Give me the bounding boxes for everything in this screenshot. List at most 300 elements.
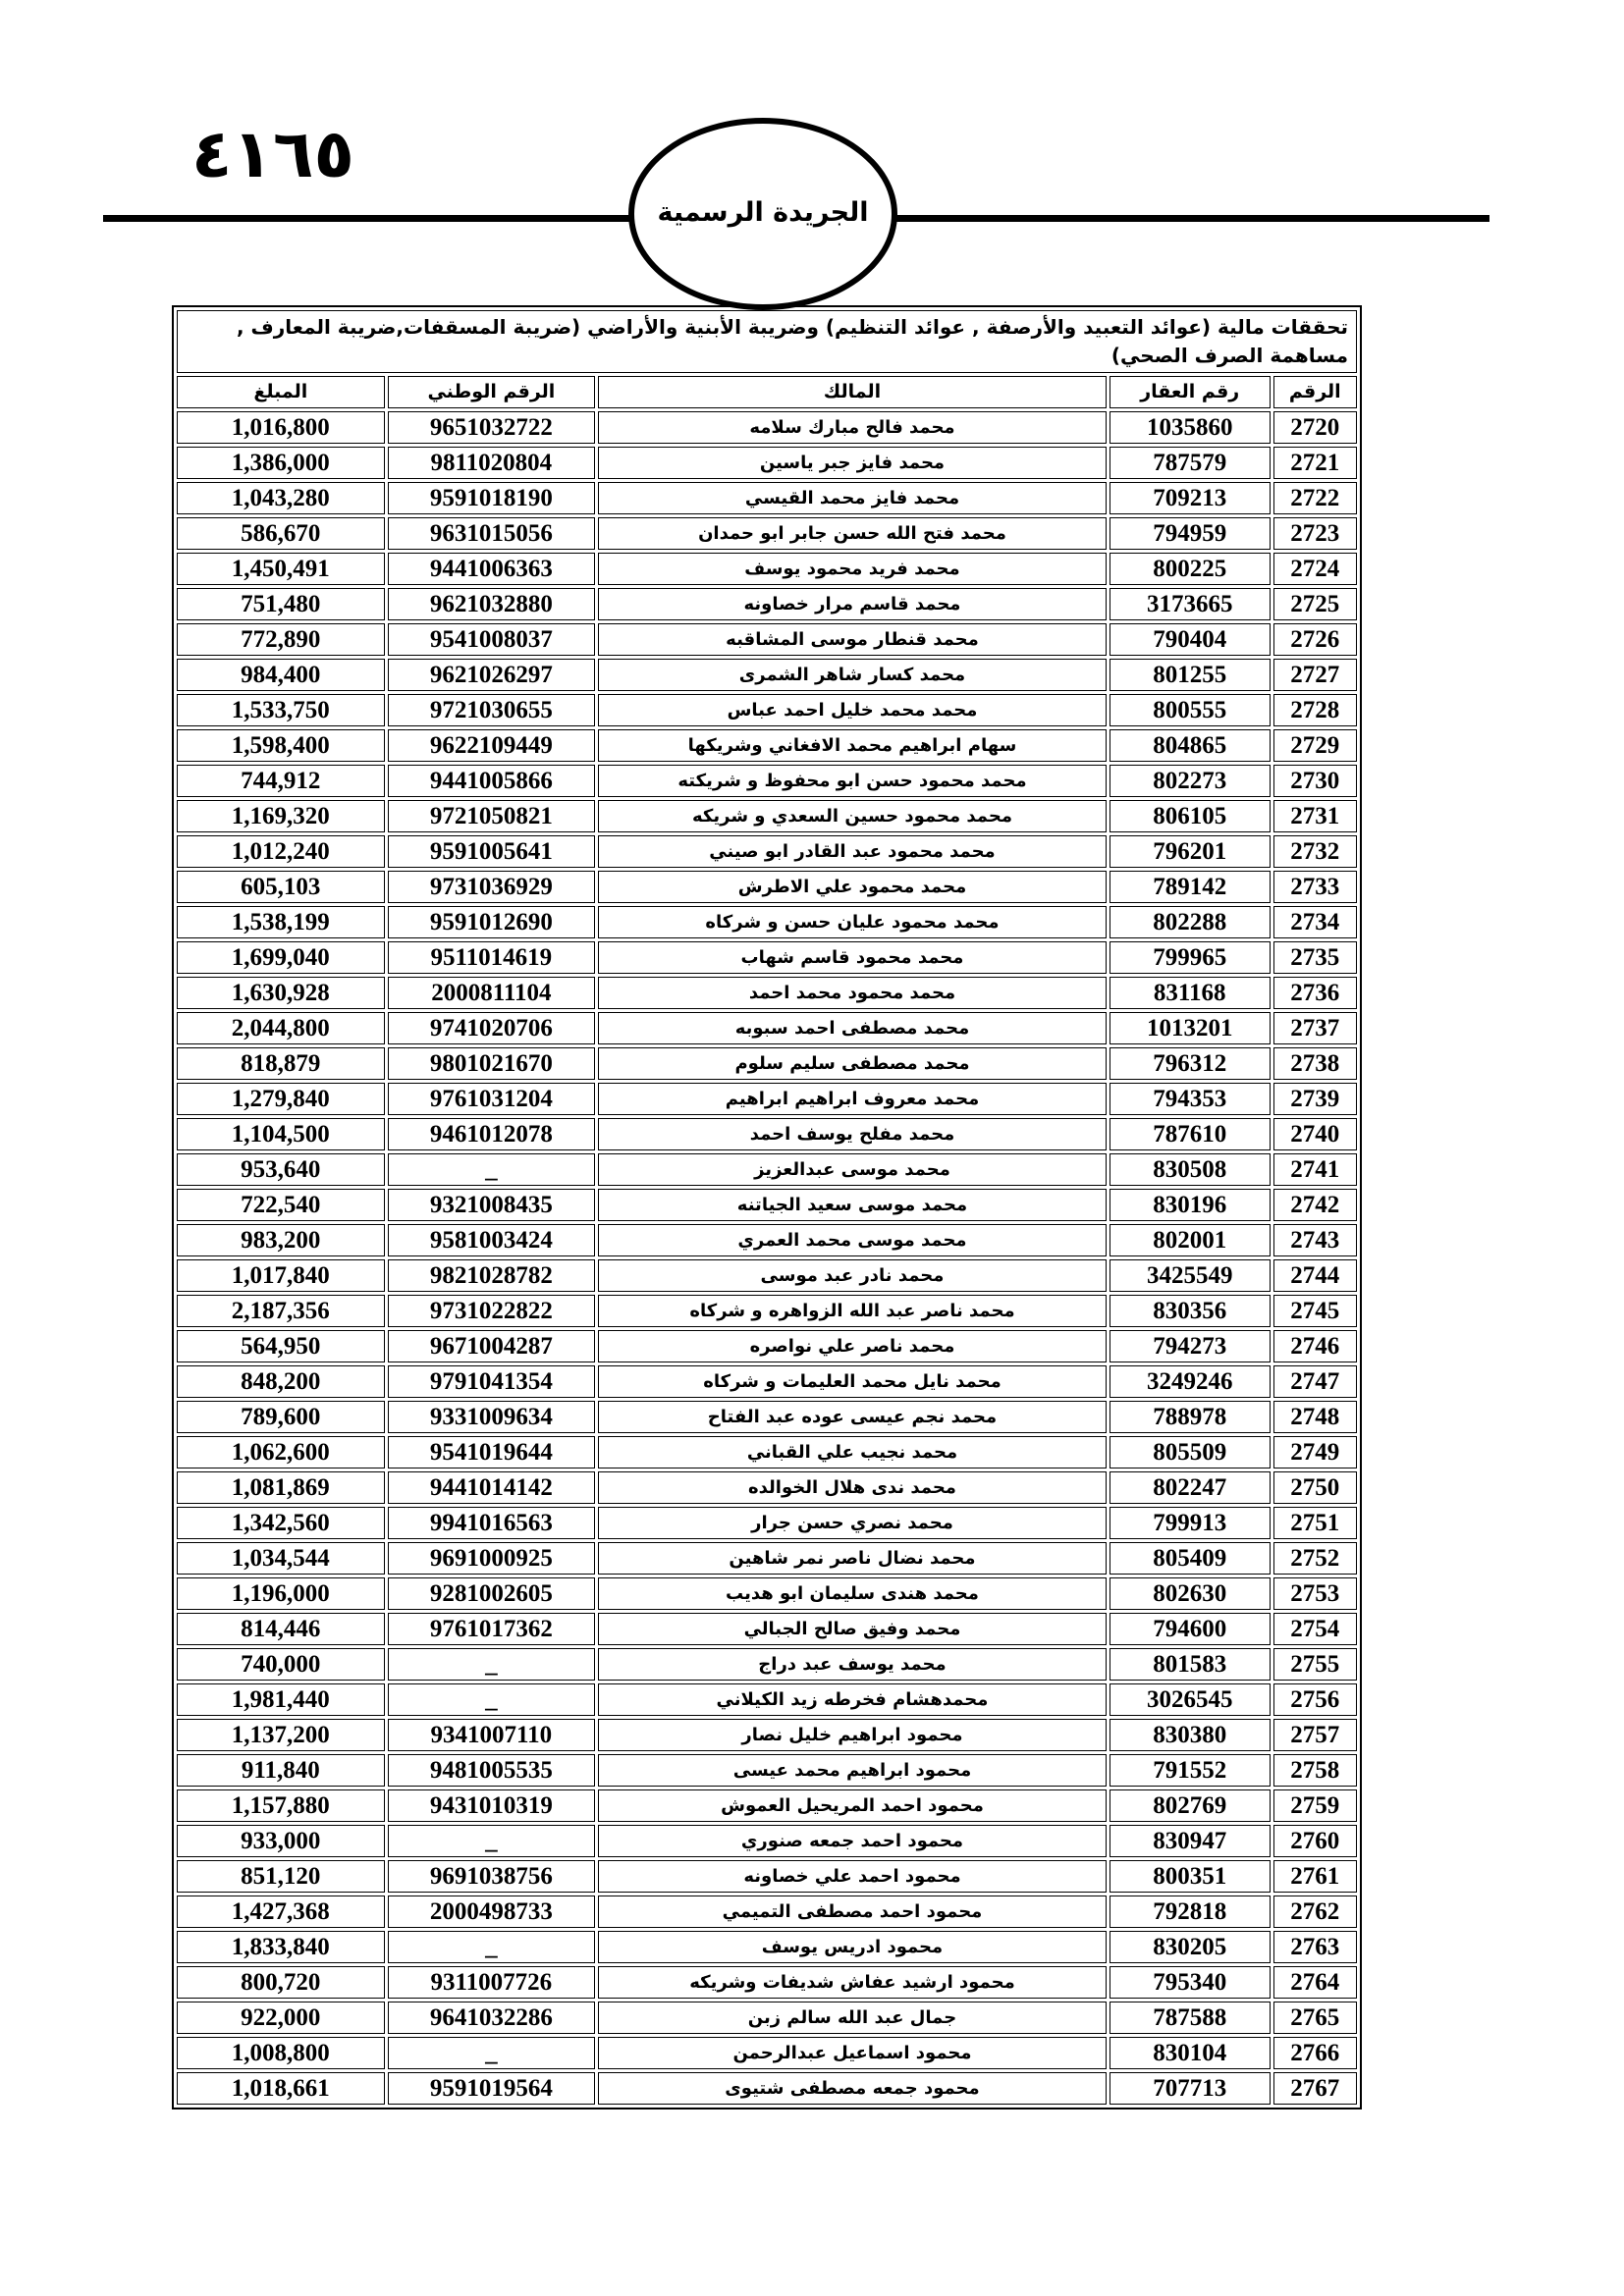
owner-name: محمد نجم عيسى عوده عبد الفتاح	[598, 1401, 1107, 1433]
row-number: 2725	[1273, 588, 1357, 620]
row-number: 2736	[1273, 977, 1357, 1009]
national-id: 9791041354	[388, 1365, 596, 1398]
owner-name: محمد فريد محمود يوسف	[598, 553, 1107, 585]
national-id: 9591005641	[388, 835, 596, 868]
table-row	[177, 1966, 1357, 1999]
amount: 1,018,661	[177, 2072, 385, 2105]
amount: 1,630,928	[177, 977, 385, 1009]
property-number: 830196	[1110, 1189, 1271, 1221]
table-row	[177, 1896, 1357, 1928]
national-id: 9691000925	[388, 1542, 596, 1575]
owner-name: محمد محمود حسن ابو محفوظ و شريكته	[598, 765, 1107, 797]
amount: 751,480	[177, 588, 385, 620]
national-id: 9821028782	[388, 1259, 596, 1292]
amount: 789,600	[177, 1401, 385, 1433]
property-number: 3249246	[1110, 1365, 1271, 1398]
row-number: 2757	[1273, 1719, 1357, 1751]
national-id: 9622109449	[388, 729, 596, 762]
owner-name: محمد مصطفى سليم سلوم	[598, 1047, 1107, 1080]
property-number: 802288	[1110, 906, 1271, 938]
table-row	[177, 1118, 1357, 1150]
amount: 1,062,600	[177, 1436, 385, 1468]
amount: 1,008,800	[177, 2037, 385, 2069]
national-id: 9731022822	[388, 1295, 596, 1327]
amount: 1,538,199	[177, 906, 385, 938]
table-row	[177, 1189, 1357, 1221]
row-number: 2745	[1273, 1295, 1357, 1327]
table-row	[177, 623, 1357, 656]
row-number: 2720	[1273, 411, 1357, 444]
property-number: 831168	[1110, 977, 1271, 1009]
table-row	[177, 1012, 1357, 1044]
amount: 818,879	[177, 1047, 385, 1080]
national-id: 9461012078	[388, 1118, 596, 1150]
national-id: 9441014142	[388, 1471, 596, 1504]
row-number: 2749	[1273, 1436, 1357, 1468]
property-number: 791552	[1110, 1754, 1271, 1787]
row-number: 2761	[1273, 1860, 1357, 1893]
national-id: 9591019564	[388, 2072, 596, 2105]
amount: 953,640	[177, 1153, 385, 1186]
table-row	[177, 1719, 1357, 1751]
owner-name: محمد ناصر علي نواصره	[598, 1330, 1107, 1362]
amount: 1,833,840	[177, 1931, 385, 1963]
amount: 722,540	[177, 1189, 385, 1221]
table-row	[177, 977, 1357, 1009]
amount: 1,427,368	[177, 1896, 385, 1928]
national-id: 9541008037	[388, 623, 596, 656]
table-title: تحققات مالية (عوائد التعبيد والأرصفة , عوائد التنظيم) وضريبة الأبنية والأراضي (ضريبة المسقفات,ضريبة المعارف , مساهمة الصرف الصحي)	[177, 310, 1357, 373]
property-number: 830508	[1110, 1153, 1271, 1186]
owner-name: محمد يوسف عبد دراج	[598, 1648, 1107, 1681]
amount: 800,720	[177, 1966, 385, 1999]
row-number: 2723	[1273, 517, 1357, 550]
national-id: 2000498733	[388, 1896, 596, 1928]
row-number: 2742	[1273, 1189, 1357, 1221]
table-row	[177, 1047, 1357, 1080]
row-number: 2741	[1273, 1153, 1357, 1186]
masthead-oval	[628, 118, 897, 310]
table-row	[177, 765, 1357, 797]
property-number: 3425549	[1110, 1259, 1271, 1292]
owner-name: محمد معروف ابراهيم ابراهيم	[598, 1083, 1107, 1115]
national-id: 9431010319	[388, 1789, 596, 1822]
row-number: 2727	[1273, 659, 1357, 691]
property-number: 788978	[1110, 1401, 1271, 1433]
national-id: _	[388, 1825, 596, 1857]
owner-name: محمود احمد مصطفى التميمي	[598, 1896, 1107, 1928]
row-number: 2737	[1273, 1012, 1357, 1044]
header-owner: المالك	[598, 376, 1107, 408]
owner-name: جمال عبد الله سالم زبن	[598, 2002, 1107, 2034]
national-id: 9741020706	[388, 1012, 596, 1044]
owner-name: محمد محمود حسين السعدي و شريكه	[598, 800, 1107, 832]
property-number: 790404	[1110, 623, 1271, 656]
national-id: 9641032286	[388, 2002, 596, 2034]
row-number: 2729	[1273, 729, 1357, 762]
table-row	[177, 2002, 1357, 2034]
owner-name: محمود احمد جمعه صنوري	[598, 1825, 1107, 1857]
national-id: _	[388, 1683, 596, 1716]
amount: 2,044,800	[177, 1012, 385, 1044]
amount: 1,279,840	[177, 1083, 385, 1115]
owner-name: سهام ابراهيم محمد الافغاني وشريكها	[598, 729, 1107, 762]
owner-name: محمد نجيب علي القباني	[598, 1436, 1107, 1468]
row-number: 2732	[1273, 835, 1357, 868]
property-number: 802769	[1110, 1789, 1271, 1822]
owner-name: محمد محمود عليان حسن و شركاه	[598, 906, 1107, 938]
national-id: 9591012690	[388, 906, 596, 938]
amount: 1,169,320	[177, 800, 385, 832]
amount: 1,017,840	[177, 1259, 385, 1292]
table-row	[177, 1330, 1357, 1362]
row-number: 2730	[1273, 765, 1357, 797]
property-number: 799965	[1110, 941, 1271, 974]
amount: 1,342,560	[177, 1507, 385, 1539]
property-number: 794600	[1110, 1613, 1271, 1645]
table-row	[177, 1825, 1357, 1857]
amount: 1,533,750	[177, 694, 385, 726]
national-id: 9721030655	[388, 694, 596, 726]
table-row	[177, 2072, 1357, 2105]
amount: 1,386,000	[177, 447, 385, 479]
amount: 984,400	[177, 659, 385, 691]
property-number: 707713	[1110, 2072, 1271, 2105]
table-row	[177, 1471, 1357, 1504]
national-id: 9321008435	[388, 1189, 596, 1221]
property-number: 795340	[1110, 1966, 1271, 1999]
amount: 1,043,280	[177, 482, 385, 514]
amount: 1,598,400	[177, 729, 385, 762]
table-row	[177, 1224, 1357, 1256]
row-number: 2751	[1273, 1507, 1357, 1539]
amount: 922,000	[177, 2002, 385, 2034]
amount: 1,450,491	[177, 553, 385, 585]
table-row	[177, 2037, 1357, 2069]
property-number: 789142	[1110, 871, 1271, 903]
owner-name: محمد موسى عبدالعزيز	[598, 1153, 1107, 1186]
table-row	[177, 659, 1357, 691]
row-number: 2762	[1273, 1896, 1357, 1928]
property-number: 806105	[1110, 800, 1271, 832]
table-row	[177, 1683, 1357, 1716]
row-number: 2754	[1273, 1613, 1357, 1645]
property-number: 830947	[1110, 1825, 1271, 1857]
row-number: 2738	[1273, 1047, 1357, 1080]
property-number: 787588	[1110, 2002, 1271, 2034]
property-number: 800555	[1110, 694, 1271, 726]
table-row	[177, 941, 1357, 974]
owner-name: محمد نضال ناصر نمر شاهين	[598, 1542, 1107, 1575]
table-row	[177, 1789, 1357, 1822]
amount: 983,200	[177, 1224, 385, 1256]
national-id: 9311007726	[388, 1966, 596, 1999]
owner-name: محمد قنطار موسى المشاقبه	[598, 623, 1107, 656]
property-number: 792818	[1110, 1896, 1271, 1928]
amount: 1,157,880	[177, 1789, 385, 1822]
masthead-title: الجريدة الرسمية	[657, 196, 869, 228]
table-row	[177, 1931, 1357, 1963]
property-number: 805409	[1110, 1542, 1271, 1575]
national-id: 9941016563	[388, 1507, 596, 1539]
table-row	[177, 1436, 1357, 1468]
property-number: 802247	[1110, 1471, 1271, 1504]
owner-name: محمد مصطفى احمد سبوبه	[598, 1012, 1107, 1044]
amount: 814,446	[177, 1613, 385, 1645]
property-number: 830356	[1110, 1295, 1271, 1327]
table-row	[177, 411, 1357, 444]
national-id: 9621026297	[388, 659, 596, 691]
table-row	[177, 1401, 1357, 1433]
national-id: 9621032880	[388, 588, 596, 620]
row-number: 2743	[1273, 1224, 1357, 1256]
header-property-number: رقم العقار	[1110, 376, 1271, 408]
row-number: 2747	[1273, 1365, 1357, 1398]
amount: 848,200	[177, 1365, 385, 1398]
property-number: 830104	[1110, 2037, 1271, 2069]
table-row	[177, 694, 1357, 726]
national-id: _	[388, 1648, 596, 1681]
row-number: 2767	[1273, 2072, 1357, 2105]
row-number: 2764	[1273, 1966, 1357, 1999]
row-number: 2748	[1273, 1401, 1357, 1433]
owner-name: محمود جمعه مصطفى شتيوى	[598, 2072, 1107, 2105]
national-id: 2000811104	[388, 977, 596, 1009]
property-number: 709213	[1110, 482, 1271, 514]
row-number: 2739	[1273, 1083, 1357, 1115]
property-number: 3173665	[1110, 588, 1271, 620]
table-row	[177, 1153, 1357, 1186]
property-number: 1013201	[1110, 1012, 1271, 1044]
row-number: 2756	[1273, 1683, 1357, 1716]
row-number: 2750	[1273, 1471, 1357, 1504]
amount: 605,103	[177, 871, 385, 903]
property-number: 3026545	[1110, 1683, 1271, 1716]
national-id: 9721050821	[388, 800, 596, 832]
property-number: 830380	[1110, 1719, 1271, 1751]
row-number: 2722	[1273, 482, 1357, 514]
national-id: _	[388, 2037, 596, 2069]
national-id: 9761031204	[388, 1083, 596, 1115]
table-row	[177, 1613, 1357, 1645]
property-number: 794273	[1110, 1330, 1271, 1362]
national-id: 9591018190	[388, 482, 596, 514]
owner-name: محمد محمود قاسم شهاب	[598, 941, 1107, 974]
property-number: 787579	[1110, 447, 1271, 479]
table-header-row	[177, 376, 1357, 408]
national-id: 9541019644	[388, 1436, 596, 1468]
owner-name: محمود ارشيد عفاش شديفات وشريكه	[598, 1966, 1107, 1999]
national-id: 9811020804	[388, 447, 596, 479]
property-number: 799913	[1110, 1507, 1271, 1539]
row-number: 2759	[1273, 1789, 1357, 1822]
amount: 2,187,356	[177, 1295, 385, 1327]
owner-name: محمد محمود محمد احمد	[598, 977, 1107, 1009]
national-id: 9441006363	[388, 553, 596, 585]
amount: 1,081,869	[177, 1471, 385, 1504]
table-row	[177, 906, 1357, 938]
amount: 1,012,240	[177, 835, 385, 868]
property-number: 805509	[1110, 1436, 1271, 1468]
owner-name: محمد فالح مبارك سلامه	[598, 411, 1107, 444]
table-row	[177, 1577, 1357, 1610]
owner-name: محمدهشام فخرطه زيد الكيلاني	[598, 1683, 1107, 1716]
property-number: 800225	[1110, 553, 1271, 585]
property-number: 787610	[1110, 1118, 1271, 1150]
row-number: 2752	[1273, 1542, 1357, 1575]
owner-name: محمد ندى هلال الخوالده	[598, 1471, 1107, 1504]
row-number: 2734	[1273, 906, 1357, 938]
national-id: 9341007110	[388, 1719, 596, 1751]
owner-name: محمد نصري حسن جرار	[598, 1507, 1107, 1539]
owner-name: محمود ابراهيم محمد عيسى	[598, 1754, 1107, 1787]
row-number: 2731	[1273, 800, 1357, 832]
row-number: 2724	[1273, 553, 1357, 585]
amount: 1,137,200	[177, 1719, 385, 1751]
row-number: 2726	[1273, 623, 1357, 656]
national-id: _	[388, 1931, 596, 1963]
national-id: 9441005866	[388, 765, 596, 797]
owner-name: محمود احمد علي خصاونه	[598, 1860, 1107, 1893]
national-id: 9651032722	[388, 411, 596, 444]
property-number: 802001	[1110, 1224, 1271, 1256]
table-row	[177, 835, 1357, 868]
national-id: 9481005535	[388, 1754, 596, 1787]
property-number: 800351	[1110, 1860, 1271, 1893]
amount: 1,104,500	[177, 1118, 385, 1150]
row-number: 2763	[1273, 1931, 1357, 1963]
national-id: _	[388, 1153, 596, 1186]
owner-name: محمد مفلح يوسف احمد	[598, 1118, 1107, 1150]
national-id: 9731036929	[388, 871, 596, 903]
national-id: 9331009634	[388, 1401, 596, 1433]
table-row	[177, 1259, 1357, 1292]
property-number: 801255	[1110, 659, 1271, 691]
table-row	[177, 482, 1357, 514]
owner-name: محمد نادر عبد موسى	[598, 1259, 1107, 1292]
amount: 744,912	[177, 765, 385, 797]
owner-name: محمد هندى سليمان ابو هديب	[598, 1577, 1107, 1610]
property-number: 804865	[1110, 729, 1271, 762]
owner-name: محمد كسار شاهر الشمرى	[598, 659, 1107, 691]
row-number: 2735	[1273, 941, 1357, 974]
row-number: 2760	[1273, 1825, 1357, 1857]
amount: 564,950	[177, 1330, 385, 1362]
national-id: 9281002605	[388, 1577, 596, 1610]
property-number: 830205	[1110, 1931, 1271, 1963]
amount: 1,196,000	[177, 1577, 385, 1610]
row-number: 2766	[1273, 2037, 1357, 2069]
owner-name: محمد فايز جبر ياسين	[598, 447, 1107, 479]
table-row	[177, 588, 1357, 620]
row-number: 2746	[1273, 1330, 1357, 1362]
financial-dues-table	[172, 305, 1362, 2109]
table-row	[177, 1542, 1357, 1575]
row-number: 2733	[1273, 871, 1357, 903]
amount: 772,890	[177, 623, 385, 656]
owner-name: محمود ادريس يوسف	[598, 1931, 1107, 1963]
table-row	[177, 1295, 1357, 1327]
table-row	[177, 1648, 1357, 1681]
property-number: 802630	[1110, 1577, 1271, 1610]
amount: 933,000	[177, 1825, 385, 1857]
owner-name: محمد محمود عبد القادر ابو صيني	[598, 835, 1107, 868]
amount: 1,699,040	[177, 941, 385, 974]
table-row	[177, 1083, 1357, 1115]
row-number: 2758	[1273, 1754, 1357, 1787]
header-amount: المبلغ	[177, 376, 385, 408]
owner-name: محمد فايز محمد القيسي	[598, 482, 1107, 514]
owner-name: محمد قاسم مرار خصاونه	[598, 588, 1107, 620]
page-number: ٤١٦٥	[191, 116, 355, 193]
table-row	[177, 447, 1357, 479]
national-id: 9691038756	[388, 1860, 596, 1893]
table-row	[177, 729, 1357, 762]
property-number: 801583	[1110, 1648, 1271, 1681]
owner-name: محمد محمد خليل احمد عباس	[598, 694, 1107, 726]
national-id: 9511014619	[388, 941, 596, 974]
owner-name: محمد نايل محمد العليمات و شركاه	[598, 1365, 1107, 1398]
national-id: 9631015056	[388, 517, 596, 550]
national-id: 9801021670	[388, 1047, 596, 1080]
row-number: 2740	[1273, 1118, 1357, 1150]
national-id: 9761017362	[388, 1613, 596, 1645]
table-row	[177, 1860, 1357, 1893]
table-title-row	[177, 310, 1357, 373]
header-national-id: الرقم الوطني	[388, 376, 596, 408]
amount: 1,034,544	[177, 1542, 385, 1575]
property-number: 794959	[1110, 517, 1271, 550]
header-number: الرقم	[1273, 376, 1357, 408]
amount: 1,981,440	[177, 1683, 385, 1716]
property-number: 802273	[1110, 765, 1271, 797]
table-row	[177, 871, 1357, 903]
owner-name: محمود اسماعيل عبدالرحمن	[598, 2037, 1107, 2069]
owner-name: محمد موسى سعيد الجياتنه	[598, 1189, 1107, 1221]
amount: 740,000	[177, 1648, 385, 1681]
row-number: 2753	[1273, 1577, 1357, 1610]
owner-name: محمد فتح الله حسن جابر ابو حمدان	[598, 517, 1107, 550]
row-number: 2744	[1273, 1259, 1357, 1292]
table-row	[177, 1754, 1357, 1787]
owner-name: محمد محمود علي الاطرش	[598, 871, 1107, 903]
property-number: 1035860	[1110, 411, 1271, 444]
amount: 911,840	[177, 1754, 385, 1787]
row-number: 2728	[1273, 694, 1357, 726]
owner-name: محمود ابراهيم خليل نصار	[598, 1719, 1107, 1751]
row-number: 2755	[1273, 1648, 1357, 1681]
table-row	[177, 553, 1357, 585]
owner-name: محمود احمد المريحيل العموش	[598, 1789, 1107, 1822]
owner-name: محمد موسى محمد العمري	[598, 1224, 1107, 1256]
owner-name: محمد ناصر عبد الله الزواهره و شركاه	[598, 1295, 1107, 1327]
table-row	[177, 1507, 1357, 1539]
table-row	[177, 800, 1357, 832]
row-number: 2765	[1273, 2002, 1357, 2034]
table-row	[177, 517, 1357, 550]
amount: 586,670	[177, 517, 385, 550]
owner-name: محمد وفيق صالح الجبالي	[598, 1613, 1107, 1645]
table-row	[177, 1365, 1357, 1398]
amount: 851,120	[177, 1860, 385, 1893]
property-number: 794353	[1110, 1083, 1271, 1115]
amount: 1,016,800	[177, 411, 385, 444]
national-id: 9581003424	[388, 1224, 596, 1256]
property-number: 796312	[1110, 1047, 1271, 1080]
national-id: 9671004287	[388, 1330, 596, 1362]
row-number: 2721	[1273, 447, 1357, 479]
property-number: 796201	[1110, 835, 1271, 868]
